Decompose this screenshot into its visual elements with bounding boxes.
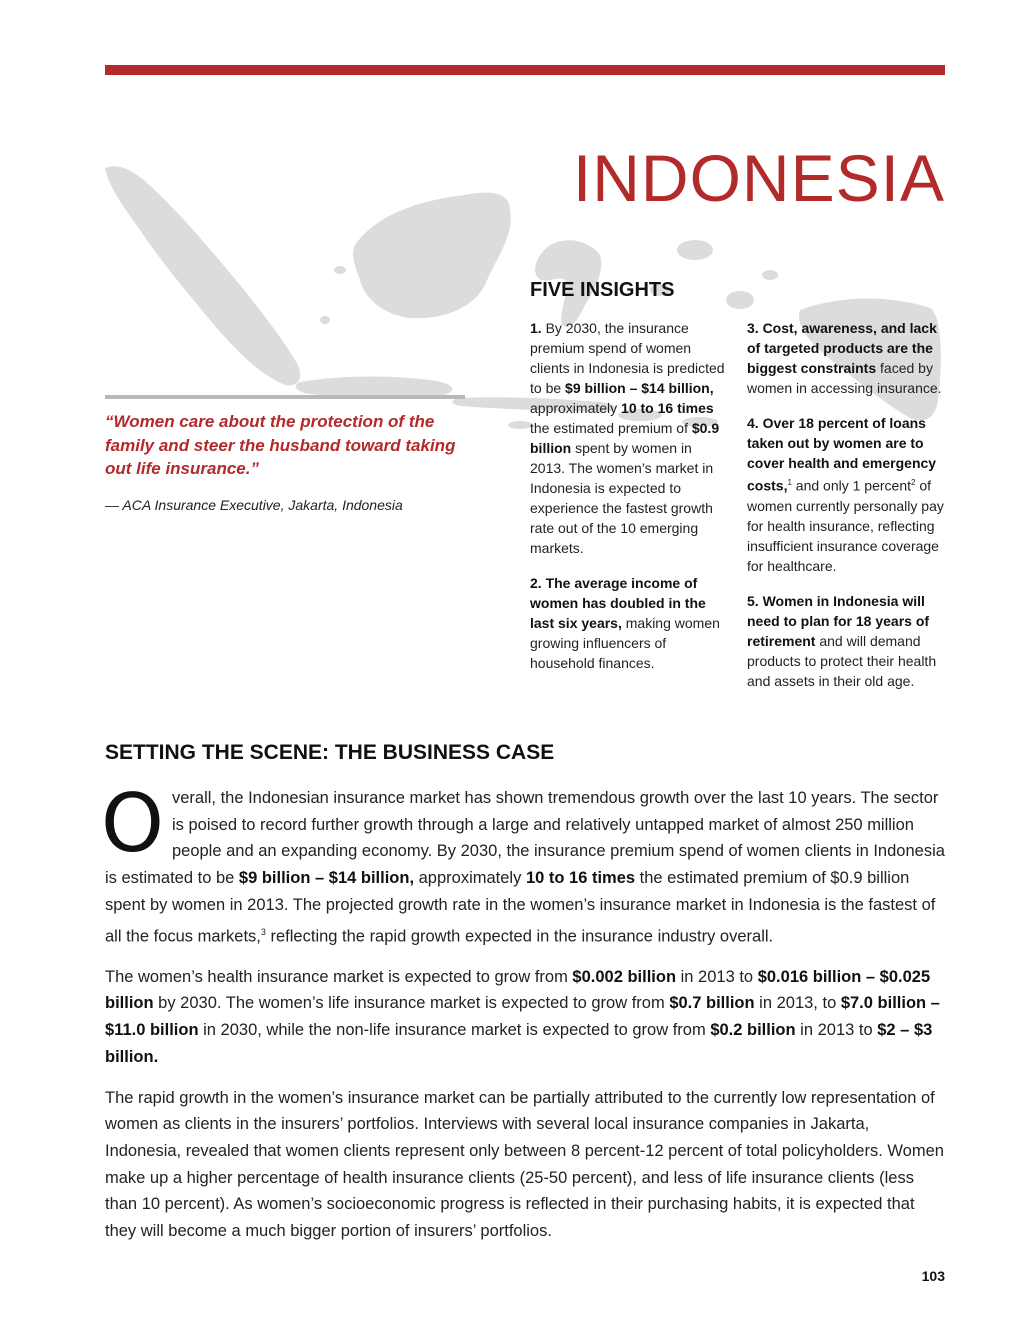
top-accent-bar	[105, 65, 945, 75]
body-paragraph-2: The women’s health insurance market is expected to grow from $0.002 billion in 2013 to $0.016 billion – $0.025 billion by 2030. The women’s life insurance market is expected to grow from $0.7 billion in 2013, to $7.0 billion – $11.0 billion in 2030, while the non-life insurance market is expected to grow from $0.2 billion in 2013 to $2 – $3 billion.	[105, 967, 940, 1066]
footnote-ref: 2	[911, 478, 916, 487]
map-island	[762, 270, 778, 280]
drop-cap: O	[101, 777, 164, 870]
map-island	[508, 421, 532, 429]
quote-divider	[105, 395, 465, 399]
insights-column-right	[747, 318, 945, 706]
insight-2: 2. The average income of women has doubled in the last six years, making women growing influencers of household finances.	[530, 575, 720, 671]
map-island	[135, 217, 145, 223]
body-paragraph-3: The rapid growth in the women’s insurance market can be partially attributed to the currently low representation of women as clients in the insurers’ portfolios. Interviews with several local insurance companies in Jakarta, Indonesia, revealed that women clients represent only between 8 percent-12 percent of total policyholders. Women make up a higher percentage of health insurance clients (25-50 percent), and less of life insurance clients (less than 10 percent). As women’s socioeconomic progress is reflected in their purchasing habits, it is expected that they will become a much bigger portion of insurers’ portfolios.	[105, 1088, 944, 1241]
section-heading: SETTING THE SCENE: THE BUSINESS CASE	[105, 741, 555, 764]
body-paragraph-1: Overall, the Indonesian insurance market has shown tremendous growth over the last 10 years. The sector is poised to record further growth through a large and relatively untapped market of almost 250 million people and an expanding economy. By 2030, the insurance premium spend of women clients in Indonesia is estimated to be $9 billion – $14 billion, approximately 10 to 16 times the estimated premium of $0.9 billion spent by women in 2013. The projected growth rate in the women’s insurance market in Indonesia is the fastest of all the focus markets,$^3$ reflecting the rapid growth expected in the insurance industry overall.	[101, 777, 945, 946]
footnote-ref: 1	[787, 478, 792, 487]
body-text	[101, 777, 945, 1259]
map-sumatra	[105, 166, 300, 385]
insight-3: 3. Cost, awareness, and lack of targeted products are the biggest constraints faced by women in accessing insurance.	[747, 320, 942, 396]
insight-5: 5. Women in Indonesia will need to plan for 18 years of retirement and will demand products to protect their health and assets in their old age.	[747, 592, 937, 689]
quote-attribution: — ACA Insurance Executive, Jakarta, Indonesia	[105, 497, 403, 513]
insights-column-left	[530, 318, 728, 688]
insight-4: 4. Over 18 percent of loans taken out by women are to cover health and emergency costs,$^1$ and only 1 percent$^2$ of women currently personally pay for health insurance, reflecting insufficient insurance coverage for healthcare.	[747, 415, 944, 574]
map-island	[320, 316, 330, 324]
map-island	[677, 240, 713, 260]
map-island	[334, 266, 346, 274]
footnote-ref: 3	[260, 926, 266, 937]
page-number: 103	[921, 1268, 945, 1284]
insight-1: 1. By 2030, the insurance premium spend of women clients in Indonesia is predicted to be $9 billion – $14 billion, approximately 10 to 16 times the estimated premium of $0.9 billion spent by women in 2013. The women’s market in Indonesia is expected to experience the fastest growth rate out of the 10 emerging markets.	[530, 320, 725, 556]
map-island	[726, 291, 754, 309]
map-borneo	[353, 193, 511, 319]
pull-quote: “Women care about the protection of the family and steer the husband toward taking out life insurance.”	[105, 412, 456, 478]
insights-heading: FIVE INSIGHTS	[530, 279, 675, 301]
page-title: INDONESIA	[572, 141, 945, 215]
